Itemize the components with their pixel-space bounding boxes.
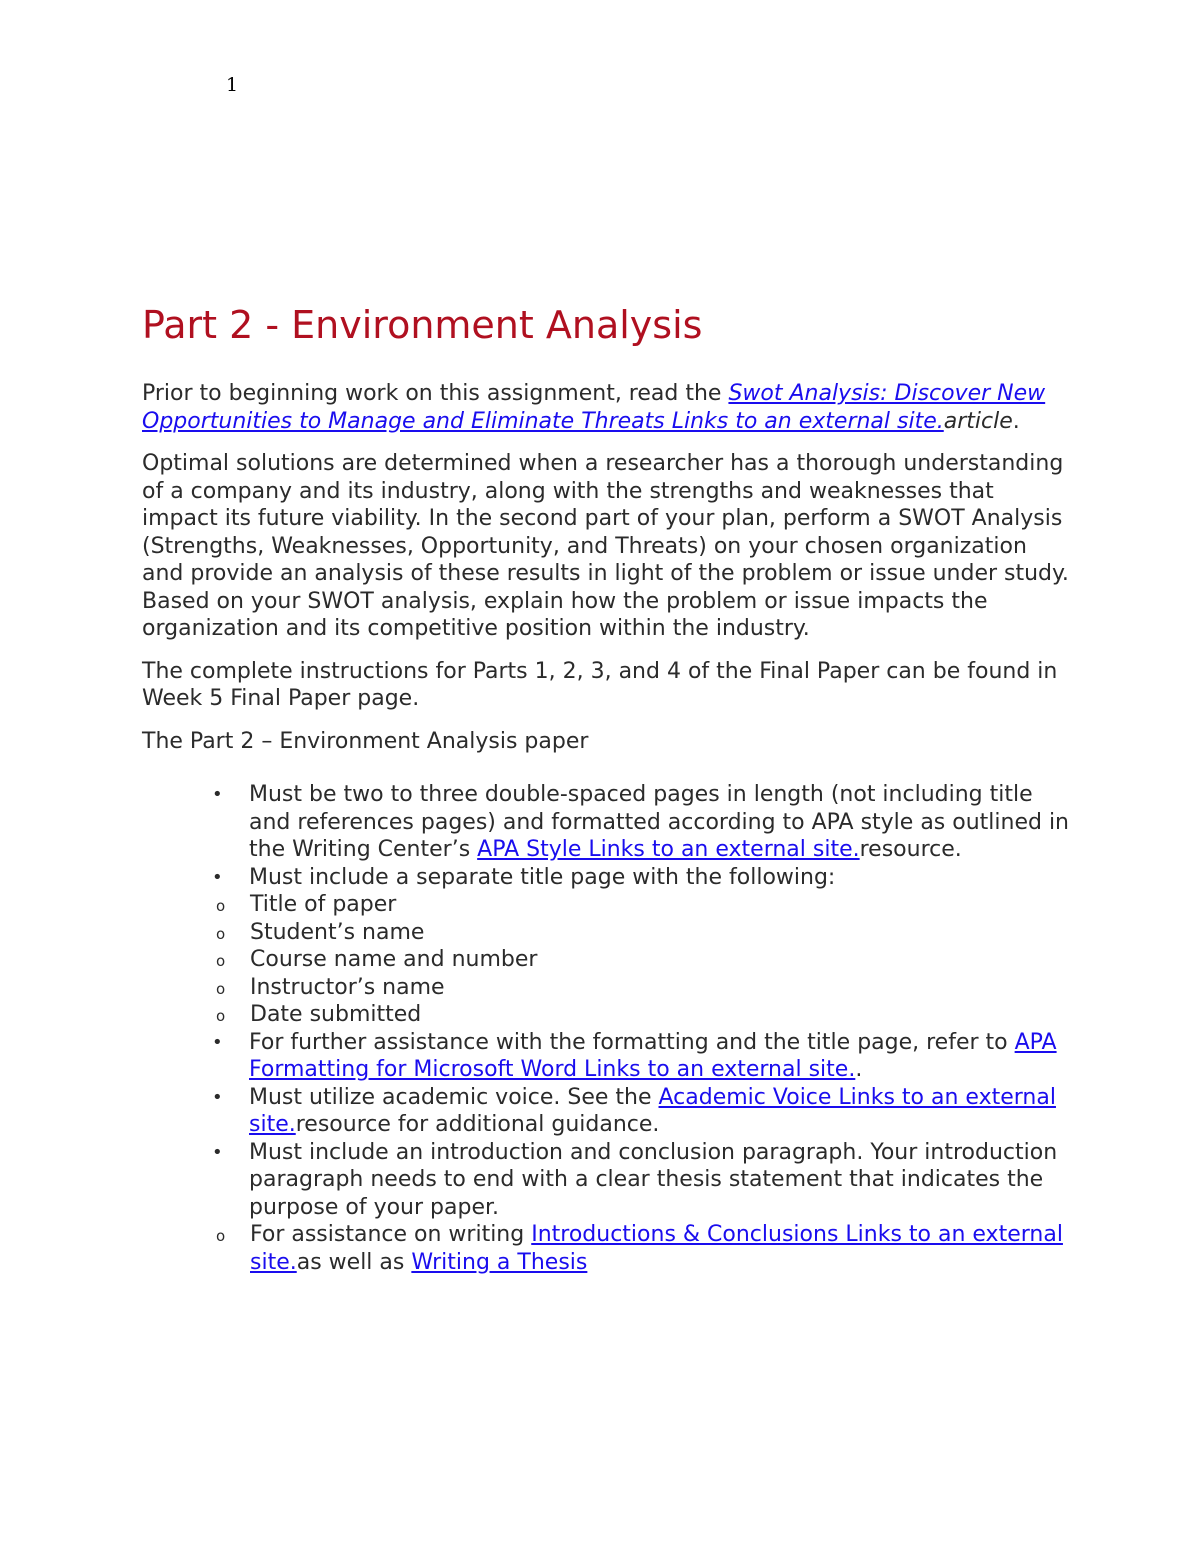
circle-bullet-icon: o xyxy=(216,1007,226,1025)
circle-bullet-icon: o xyxy=(216,1227,226,1245)
intro-text: Prior to beginning work on this assignment, read the xyxy=(142,381,729,406)
bullet-text: . xyxy=(855,1057,863,1082)
apa-style-link[interactable]: APA Style Links to an external site. xyxy=(477,837,860,862)
academic-voice-link[interactable]: Academic Voice Links to an external site. xyxy=(249,1084,1056,1137)
introductions-conclusions-link[interactable]: Introductions & Conclusions Links to an external site. xyxy=(250,1222,1063,1275)
list-item xyxy=(142,1139,1072,1277)
sub-item-text: For assistance on writing xyxy=(250,1222,532,1247)
list-item xyxy=(142,864,1072,1029)
circle-bullet-icon: o xyxy=(216,952,226,970)
circle-bullet-icon: o xyxy=(216,979,226,998)
article-text: article xyxy=(943,408,1013,434)
writing-thesis-link[interactable]: Writing a Thesis xyxy=(411,1249,588,1275)
list-item xyxy=(142,1029,1072,1084)
circle-bullet-icon: o xyxy=(216,897,226,915)
paper-intro-paragraph: The Part 2 – Environment Analysis paper xyxy=(142,728,589,754)
page-title: Part 2 - Environment Analysis xyxy=(142,303,703,347)
instructions-paragraph: The complete instructions for Parts 1, 2, 3, and 4 of the Final Paper can be found in Week 5 Final Paper page. xyxy=(142,658,1058,711)
optimal-solutions-paragraph: Optimal solutions are determined when a researcher has a thorough understanding of a company and its industry, along with the strengths and weaknesses that impact its future viability. In the second part of your plan, perform a SWOT Analysis (Strengths, Weaknesses, Opportunity, and Threats) on your chosen organization and provide an analysis of these results in light of the problem or issue under study. Based on your SWOT analysis, explain how the problem or issue impacts the organization and its competitive position within the industry. xyxy=(142,451,1069,641)
bullet-icon: • xyxy=(212,1031,223,1053)
intro-end: . xyxy=(1012,408,1020,434)
bullet-icon: • xyxy=(212,784,223,805)
list-item xyxy=(142,781,1072,864)
bullet-text: resource for additional guidance. xyxy=(295,1112,660,1137)
sub-item-text: Student’s name xyxy=(250,919,425,945)
swot-analysis-link[interactable]: Swot Analysis: Discover New Opportunities to Manage and Eliminate Threats Links to an external site. xyxy=(142,381,1046,434)
sub-list-item xyxy=(142,974,1072,1002)
bullet-text: resource. xyxy=(859,837,962,862)
circle-bullet-icon: o xyxy=(216,924,226,943)
bullet-icon: • xyxy=(212,1086,223,1108)
requirements-list xyxy=(142,781,1072,1276)
sub-list-item xyxy=(142,946,1072,974)
sub-item-text: Instructor’s name xyxy=(250,974,445,1000)
sub-list-item xyxy=(142,891,1072,919)
page-number: 1 xyxy=(226,74,239,96)
sub-item-text: Course name and number xyxy=(250,947,538,972)
bullet-text: Must include a separate title page with the following: xyxy=(249,864,836,890)
bullet-icon: • xyxy=(212,1141,223,1163)
bullet-text: For further assistance with the formatting and the title page, refer to xyxy=(249,1029,1015,1055)
sub-item-text: Date submitted xyxy=(250,1002,422,1027)
bullet-text: Must utilize academic voice. See the xyxy=(249,1084,659,1110)
bullet-text: Must include an introduction and conclusion paragraph. Your introduction paragraph needs to end with a clear thesis statement that indicates the purpose of your paper. xyxy=(249,1139,1058,1220)
sub-item-text: Title of paper xyxy=(250,892,397,917)
title-page-sublist xyxy=(142,891,1072,1029)
intro-paragraph xyxy=(142,380,1072,435)
sub-list-item xyxy=(142,1001,1072,1029)
apa-formatting-link[interactable]: APA Formatting for Microsoft Word Links to an external site. xyxy=(249,1029,1057,1082)
sub-item-text: as well as xyxy=(296,1249,412,1275)
document-body xyxy=(142,300,1072,1276)
sub-list-item xyxy=(142,919,1072,947)
list-item xyxy=(142,1084,1072,1139)
intro-conclusion-sublist xyxy=(142,1221,1072,1276)
bullet-text: Must be two to three double-spaced pages in length (not including title and references pages) and formatted according to APA style as outlined in the Writing Center’s xyxy=(249,782,1070,862)
sub-list-item xyxy=(142,1221,1072,1276)
bullet-icon: • xyxy=(212,866,223,888)
